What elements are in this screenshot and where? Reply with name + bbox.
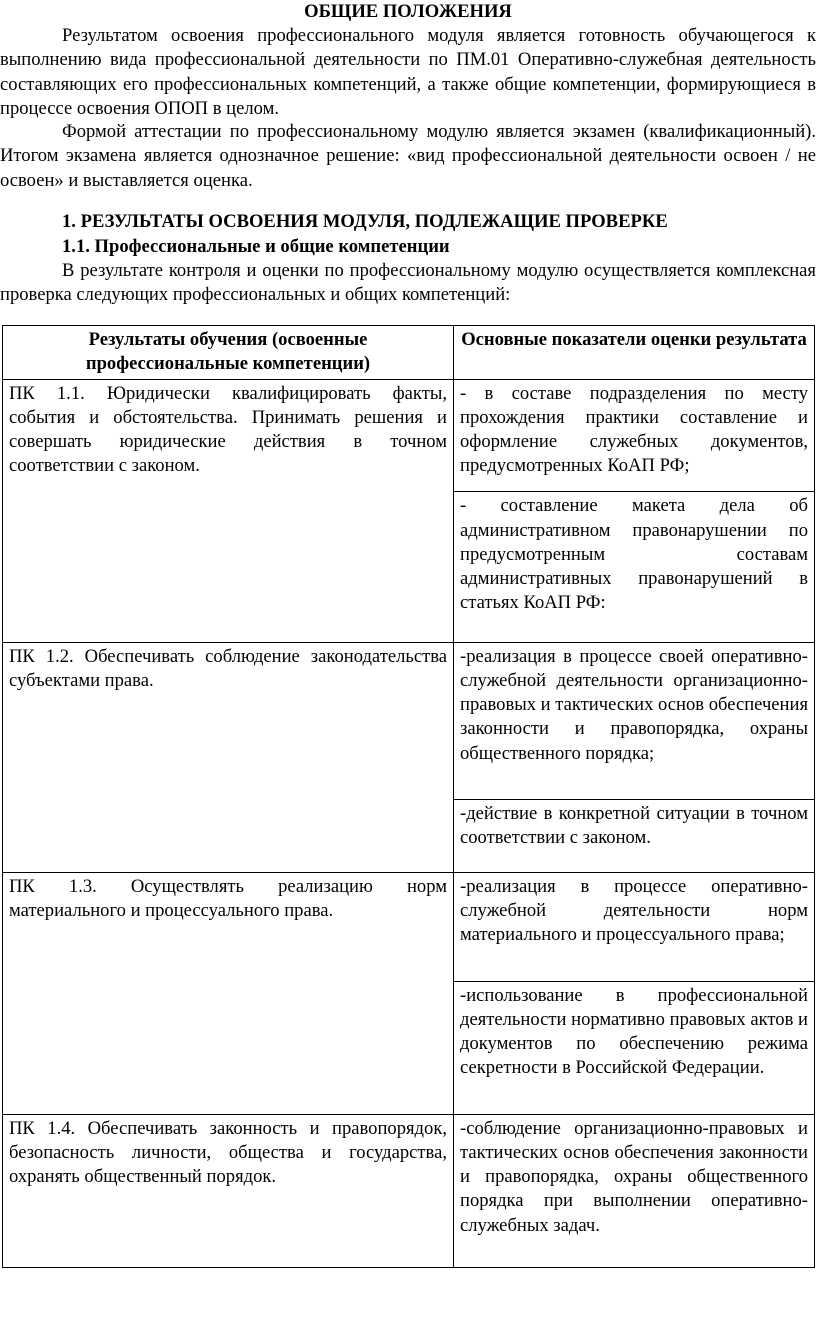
intro-paragraph-1: Результатом освоения профессионального модуля является готовность обучающегося к выполнению вида профессиональной деятельности по ПМ.01 Оперативно-служебная деятельность составляющих его профессиональных компетенций, а также общие компетенции, формирующиеся в процессе освоения ОПОП в целом. [0, 25, 816, 119]
indicator-cell: -использование в профессиональной деятельности нормативно правовых актов и документов по обеспечению режима секретности в Российской Федерации. [454, 981, 815, 1114]
competence-cell: ПК 1.4. Обеспечивать законность и правопорядок, безопасность личности, общества и государства, охранять общественный порядок. [3, 1114, 454, 1267]
indicator-cell: -соблюдение организационно-правовых и тактических основ обеспечения законности и правопорядка, охраны общественного порядка при выполнении оперативно-служебных задач. [454, 1114, 815, 1267]
competence-cell: ПК 1.3. Осуществлять реализацию норм материального и процессуального права. [3, 872, 454, 1114]
competencies-table [2, 325, 815, 1268]
indicator-cell: -действие в конкретной ситуации в точном соответствии с законом. [454, 799, 815, 872]
indicator-cell: - в составе подразделения по месту прохождения практики составление и оформление служебных документов, предусмотренных КоАП РФ; [454, 379, 815, 492]
table-header-row [3, 326, 815, 380]
table-row [3, 872, 815, 981]
section-1-heading: 1. РЕЗУЛЬТАТЫ ОСВОЕНИЯ МОДУЛЯ, ПОДЛЕЖАЩИЕ ПРОВЕРКЕ [62, 211, 668, 232]
table-row [3, 642, 815, 799]
section-1-1-heading: 1.1. Профессиональные и общие компетенции [62, 236, 450, 257]
competence-cell: ПК 1.2. Обеспечивать соблюдение законодательства субъектами права. [3, 642, 454, 872]
intro-paragraph-2: Формой аттестации по профессиональному модулю является экзамен (квалификационный). Итогом экзамена является однозначное решение: «вид профессиональной деятельности освоен / не освоен» и выставляется оценка. [0, 121, 816, 191]
header-indicators: Основные показатели оценки результата [454, 326, 815, 380]
table-row [3, 379, 815, 492]
indicator-cell: - составление макета дела об административном правонарушении по предусмотренным составам административных правонарушений в статьях КоАП РФ: [454, 492, 815, 642]
page-title: ОБЩИЕ ПОЛОЖЕНИЯ [304, 1, 512, 22]
indicator-cell: -реализация в процессе своей оперативно-служебной деятельности организационно-правовых и тактических основ обеспечения законности и правопорядка, охраны общественного порядка; [454, 642, 815, 799]
indicator-cell: -реализация в процессе оперативно-служебной деятельности норм материального и процессуального права; [454, 872, 815, 981]
section-1-1-text: В результате контроля и оценки по профессиональному модулю осуществляется комплексная проверка следующих профессиональных и общих компетенций: [0, 260, 816, 306]
table-row [3, 1114, 815, 1267]
header-results: Результаты обучения (освоенные профессиональные компетенции) [3, 326, 454, 380]
competence-cell: ПК 1.1. Юридически квалифицировать факты, события и обстоятельства. Принимать решения и совершать юридические действия в точном соответствии с законом. [3, 379, 454, 642]
